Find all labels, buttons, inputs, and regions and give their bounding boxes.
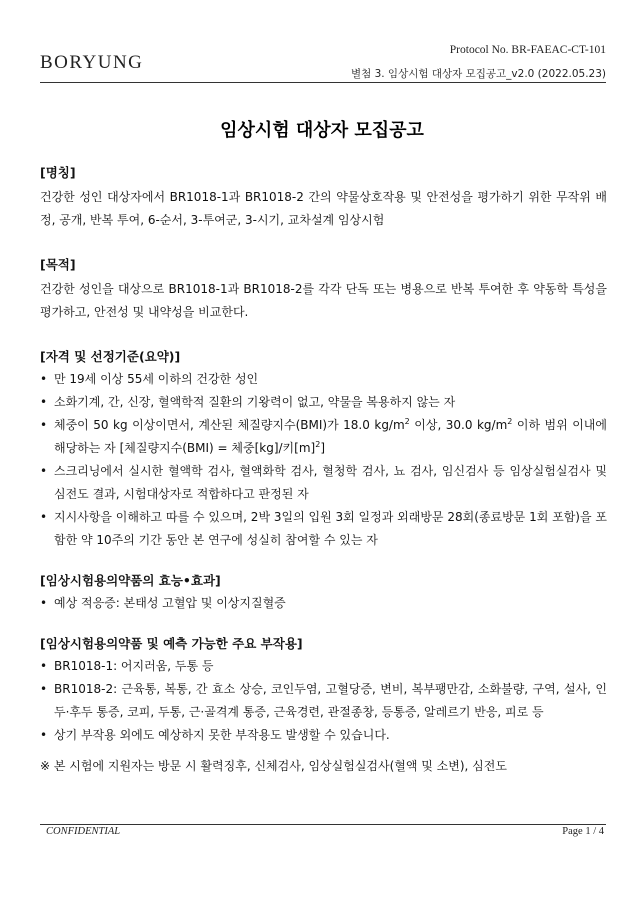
section-text-name: 건강한 성인 대상자에서 BR1018-1과 BR1018-2 간의 약물상호작용 및 안전성을 평가하기 위한 무작위 배정, 공개, 반복 투여, 6-순서, 3-투여군, 3-시기, 교차설계 임상시험 xyxy=(40,190,607,227)
eligibility-item-text: 지시사항을 이해하고 따를 수 있으며, 2박 3일의 입원 3회 일정과 외래방문 28회(종료방문 1회 포함)을 포함한 약 10주의 기간 동안 본 연구에 성실히 참여할 수 있는 자 xyxy=(54,510,607,547)
company-logo: BORYUNG xyxy=(40,52,144,73)
section-text-purpose: 건강한 성인을 대상으로 BR1018-1과 BR1018-2를 각각 단독 또는 병용으로 반복 투여한 후 약동학 특성을 평가하고, 안전성 및 내약성을 비교한다. xyxy=(40,282,607,319)
bmi-superscript: 2 xyxy=(315,440,321,449)
side-effects-list xyxy=(40,655,607,747)
side-effect-item-text: 상기 부작용 외에도 예상하지 못한 부작용도 발생할 수 있습니다. xyxy=(54,728,390,742)
bmi-text-part3: 이하 범위 이내에 해당하는 자 [체질량지수(BMI) = 체중[kg]/키[m] xyxy=(54,418,607,455)
bmi-text-part2: 이상, 30.0 kg/m xyxy=(409,418,508,432)
bmi-text-part4: ] xyxy=(320,441,325,455)
document-body xyxy=(40,161,607,778)
section-heading-side-effects: [임상시험용의약품 및 예측 가능한 주요 부작용] xyxy=(40,636,303,651)
eligibility-item-text: 만 19세 이상 55세 이하의 건강한 성인 xyxy=(54,372,259,386)
protocol-number: Protocol No. BR-FAEAC-CT-101 xyxy=(449,44,606,56)
efficacy-list xyxy=(40,592,607,615)
bmi-superscript: 2 xyxy=(404,417,410,426)
eligibility-item-text: 스크리닝에서 실시한 혈액학 검사, 혈액화학 검사, 혈청학 검사, 뇨 검사, 임신검사 등 임상실험실검사 및 심전도 결과, 시험대상자로 적합하다고 판정된 자 xyxy=(54,464,607,501)
list-item: • BR1018-1: 어지러움, 두통 등 xyxy=(40,659,214,673)
list-item: • 예상 적응증: 본태성 고혈압 및 이상지질혈증 xyxy=(40,596,286,610)
eligibility-item-text: 소화기계, 간, 신장, 혈액학적 질환의 기왕력이 없고, 약물을 복용하지 않는 자 xyxy=(54,395,456,409)
section-heading-eligibility: [자격 및 선정기준(요약)] xyxy=(40,349,181,364)
bmi-text-part1: 체중이 50 kg 이상이면서, 계산된 체질량지수(BMI)가 18.0 kg/m xyxy=(54,418,405,432)
page-number: Page 1 / 4 xyxy=(562,826,604,837)
efficacy-item-text: 예상 적응증: 본태성 고혈압 및 이상지질혈증 xyxy=(54,596,286,610)
list-item: • 상기 부작용 외에도 예상하지 못한 부작용도 발생할 수 있습니다. xyxy=(40,728,390,742)
attachment-label: 별첨 3. 임상시험 대상자 모집공고_v2.0 (2022.05.23) xyxy=(350,68,606,80)
list-item: • 소화기계, 간, 신장, 혈액학적 질환의 기왕력이 없고, 약물을 복용하지 않는 자 xyxy=(40,395,456,409)
section-heading-purpose: [목적] xyxy=(40,257,76,272)
section-heading-efficacy: [임상시험용의약품의 효능•효과] xyxy=(40,573,221,588)
confidential-label: CONFIDENTIAL xyxy=(46,826,121,837)
header-divider xyxy=(40,82,606,83)
side-effect-item-text: BR1018-1: 어지러움, 두통 등 xyxy=(54,659,214,673)
visit-note: ※ 본 시험에 지원자는 방문 시 활력징후, 신체검사, 임상실험실검사(혈액 및 소변), 심전도 xyxy=(40,759,507,773)
list-item: • 지시사항을 이해하고 따를 수 있으며, 2박 3일의 입원 3회 일정과 외래방문 28회(종료방문 1회 포함)을 포함한 약 10주의 기간 동안 본 연구에 성실히 참여할 수 있는 자 xyxy=(40,510,607,547)
list-item: • 만 19세 이상 55세 이하의 건강한 성인 xyxy=(40,372,259,386)
side-effect-item-text: BR1018-2: 근육통, 복통, 간 효소 상승, 코인두염, 고혈당증, 변비, 복부팽만감, 소화불량, 구역, 설사, 인두·후두 통증, 코피, 두통, 근·골격계 통증, 근육경련, 관절종창, 등통증, 알레르기 반응, 피로 등 xyxy=(54,682,607,719)
list-item: • 스크리닝에서 실시한 혈액학 검사, 혈액화학 검사, 혈청학 검사, 뇨 검사, 임신검사 등 임상실험실검사 및 심전도 결과, 시험대상자로 적합하다고 판정된 자 xyxy=(40,464,607,501)
page-title: 임상시험 대상자 모집공고 xyxy=(220,120,424,141)
list-item-bmi: • 체중이 50 kg 이상이면서, 계산된 체질량지수(BMI)가 18.0 $kg/m^2$ 이상, 30.0 $kg/m^2$ 이하 범위 이내에 해당하는 자 [체질량지수(BMI) = 체중[kg]/키$[m]^2$] xyxy=(40,417,607,455)
section-heading-name: [명칭] xyxy=(40,165,76,180)
list-item: • BR1018-2: 근육통, 복통, 간 효소 상승, 코인두염, 고혈당증, 변비, 복부팽만감, 소화불량, 구역, 설사, 인두·후두 통증, 코피, 두통, 근·골격계 통증, 근육경련, 관절종창, 등통증, 알레르기 반응, 피로 등 xyxy=(40,682,607,719)
eligibility-list xyxy=(40,368,607,552)
bmi-superscript: 2 xyxy=(507,417,513,426)
footer-divider xyxy=(40,824,606,825)
